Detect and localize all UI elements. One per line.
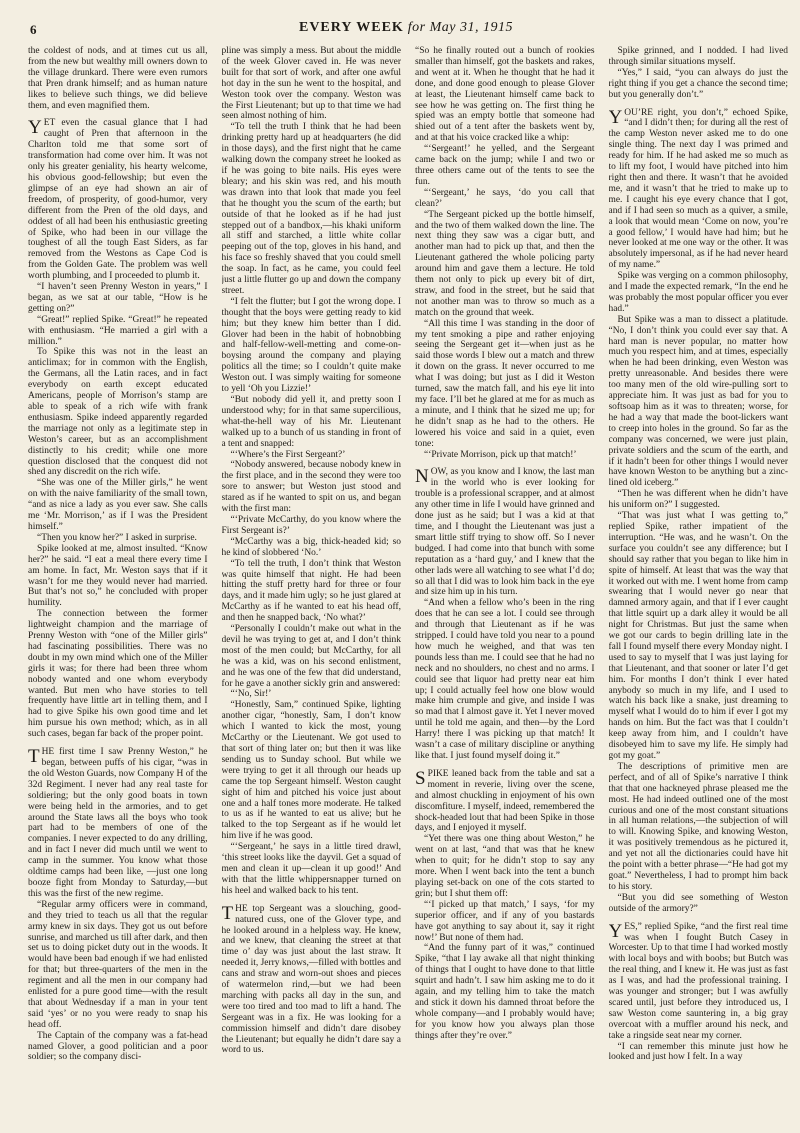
paragraph: “But you did see something of Weston outside of the armory?” [608,892,788,914]
paragraph: Spike looked at me, almost insulted. “Know her?” he said. “I eat a meal there every time I am home. In fact, Mr. Weston says that if it wasn’t for me they would never had married. But that’s not so,” he concluded with proper humility. [28,543,208,609]
column-3 [415,46,595,1126]
paragraph: “‘Sergeant!’ he yelled, and the Sergeant came back on the jump; while I and two or three others came out of the tents to see the fun. [415,144,595,187]
paragraph: To Spike this was not in the least an anticlimax; for in common with the English, the Germans, all the Latin races, and in fact everybody on earth except educated Americans, people of Morrison’s stamp are able to speak of a rich wife with frank enthusiasm. Spike indeed apparently regarded the marriage not only as a legitimate step in Weston’s career, but as an accomplishment distinctly to his credit; while one more question disclosed that the conquest did not shed any discredit on the rich wife. [28,347,208,478]
paragraph: “Honestly, Sam,” continued Spike, lighting another cigar, “honestly, Sam, I don’t know which I wanted to kick the most, young McCarthy or the Lieutenant. We got used to that sort of thing later on; but then it was like sending us to Sunday school. But while we were trying to get it all through our heads up came the top Sergeant himself. Weston caught sight of him and pitched his voice just about one and a half tones more moderate. He talked to us as if he wanted to eat us alive; but he talked to the top Sergeant as if he would let him live if he was good. [221,700,401,842]
publication-title: EVERY WEEK [298,20,404,35]
section-lead-paragraph: NOW, as you know and I know, the last man in the world who is ever looking for trouble is a professional scrapper, and at almost any other time in life I would have grinned and done just as he said; but I was a kid at that time, and I thought the Lieutenant was just a smart little stiff trying to show off. So I never budged. I had come into that bunch with some reputation as a ‘hard guy,’ and I knew that the other lads were all watching to see what I’d do; so all that I did was to look him back in the eye and size him up in his turn. [415,466,595,598]
section-lead-paragraph: YES,” replied Spike, “and the first real time was when I fought Butch Casey in Worcester. Up to that time I had worked mostly with local boys and with boobs; but Butch was the real thing, and I knew it. He was just as fast as I was, and had the professional training. I was younger and stronger; but I was awfully scared until, just before they introduced us, I saw Weston come sauntering in, a big gray overcoat with a muffler around his neck, and take a ringside seat near my corner. [608,920,788,1041]
paragraph: “So he finally routed out a bunch of rookies smaller than himself, got the baskets and rakes, and went at it. When he thought that he had it done, and done good enough to please Glover at least, the Lieutenant himself came back to see how he was getting on. The first thing he spied was an empty bottle that someone had shied out of a tent after the baskets went by, and at that his voice cracked like a whip: [415,46,595,144]
column-2 [222,46,402,1126]
paragraph: “To tell the truth, I don’t think that Weston was quite himself that night. He had been hitting the stuff pretty hard for three or four days, and it made him ugly; so he just glared at McCarthy as if he wanted to eat his head off, and then he snapped back, ‘No what?’ [221,558,401,624]
paragraph: Spike grinned, and I nodded. I had lived through similar situations myself. [608,46,788,67]
paragraph: “‘Where’s the First Sergeant?’ [230,449,346,460]
column-4 [609,46,789,1126]
paragraph: “And the funny part of it was,” continued Spike, “that I lay awake all that night thinking of things that I ought to have done to that little squirt and hadn’t. I saw him asking me to do it again, and my telling him to take the match and stick it down his damned throat before the whole company—and I probably would have; for you know how you always plan those things after they’re over.” [415,943,595,1041]
paragraph: “All this time I was standing in the door of my tent smoking a pipe and rather enjoying seeing the Sergeant get it—when just as he said those words I blew out a match and threw it down on the grass. It never occurred to me what I was doing; but just as I did it Weston turned, saw the match fall, and his eye lit into my face. I’ll bet he glared at me for as much as a minute, and I think that he sized me up; for he didn’t snap as he had to the others. He lowered his voice and said in a quiet, even tone: [415,318,595,449]
paragraph: The descriptions of primitive men are perfect, and of all of Spike’s narrative I think that that one hackneyed phrase pleased me the most. He had indeed outlined one of the most curious and one of the most constant situations in all human relations,—the subjection of will to will. Knowing Spike, and knowing Weston, it was positively tremendous as he pictured it, and yet not all the dictionaries could have hit the point with a better phrase—“He had got my goat.” Nevertheless, I had to prompt him back to his story. [608,761,788,892]
section-lead-paragraph: YET even the casual glance that I had caught of Pren that afternoon in the Charlton told me that some sort of transformation had come over him. It was not only his greater geniality, his hearty welcome, his obvious good-fellowship; but even the glimpse of an eye had shown an air of freedom, of prosperity, of good-humor, very different from the Pren of the old days, and oddest of all had been his enthusiastic greeting of Spike, who had been in our village the toughest of all the tough East Siders, as far removed from the Westons as Cape Cod is from the Golden Gate. The problem was well worth plumbing, and I proceeded to plumb it. [28,117,208,282]
paragraph: “That was just what I was getting to,” replied Spike, rather impatient of the interruption. “He was, and he wasn’t. On the surface you couldn’t see any difference; but I should say rather that you began to like him in spite of himself. At least that was the way that it worked out with me. I went home from camp swearing that I would never go near that damned armory again, and that if I ever caught that little squirt up a dark alley it would be all night for Christmas. But just the same when we got our cards to begin drilling late in the fall I found myself there every Monday night. I used to say to myself that I was just laying for that Lieutenant, and that sooner or later I’d get him. For months I don’t think I ever hated anybody so much in my life, and I used to watch his back like a snake, just dreaming to myself what I would do to him if ever I got my hands on him. But the fact was that I couldn’t keep away from him, and I couldn’t have disobeyed him to save my life. He simply had got my goat.” [608,511,788,761]
paragraph: The Captain of the company was a fat-head named Glover, a good politician and a poor soldier; so the company disci- [28,1030,208,1063]
section-lead-paragraph: YOU’RE right, you don’t,” echoed Spike, “and I didn’t then; for during all the rest of the camp Weston never asked me to do one single thing. The next day I was primed and ready for him. If he had asked me so much as to lift my foot, I would have pitched into him right then and there. It wasn’t that he avoided me, and it wasn’t that he tried to make up to me. I caught his eye every chance that I got, and if I had seen so much as a quiver, a smile, a look that would mean ‘Come on now, you’re a good fellow,’ I would have had him; but he never looked at me one way or the other. It was absolutely impersonal, as if he had never heard of my name.” [608,106,788,271]
section-lead-paragraph: SPIKE leaned back from the table and sat a moment in reverie, living over the scene, and almost chuckling in enjoyment of his own discomfiture. I myself, indeed, remembered the shock-headed lout that had been Spike in those days, and I enjoyed it myself. [415,767,595,834]
paragraph: “She was one of the Miller girls,” he went on with the naive familiarity of the small town, “and as nice a lady as you ever saw. She calls me ‘Mr. Morrison,’ as if I was the President himself.” [28,478,208,532]
paragraph: “And when a fellow who’s been in the ring does that he can see a lot. I could see through and through that Lieutenant as if he was stripped. I could have told you near to a pound how much he weighed, and that was ten pounds less than me. I could see that he had no neck and no shoulders, no chest and no arms. I could see that liquor had pretty near eat him up; I could actually feel how one blow would make him crumple and give, and inside I was so mad that I almost gave it. Yet I never moved until he told me again, and then—by the Lord Harry! there I was picking up that match! It wasn’t a case of military discipline or anything like that. I just found myself doing it.” [415,598,595,761]
section-lead-paragraph: THE top Sergeant was a slouching, good-natured cuss, one of the Glover type, and he looked around in a helpless way. He knew, and we knew, that cleaning the street at that time o’ day was just about the last straw. It needed it, Jerry knows,—filled with bottles and cans and straw and worn-out shoes and pieces of watermelon rind,—but we had been marching with packs all day in the sun, and were too tired and too mad to lift a hand. The Sergeant was in a fix. He was looking for a commission himself and didn’t dare disobey the Lieutenant; but equally he didn’t dare say a word to us. [221,902,401,1056]
paragraph: “‘No, Sir!’ [230,689,272,700]
paragraph: But Spike was a man to dissect a platitude. “No, I don’t think you could ever say that. A hard man is never popular, no matter how much you respect him, and at times, especially when he had been drinking, even Weston was pretty unreasonable. And besides there were too many men of the old wire-pulling sort to appreciate him. It was just as bad for you to softsoap him as it was to threaten; worse, for he had a way that made the boot-lickers want to creep into holes in the ground. So far as the company was concerned, we were just plain, private soldiers and the scum of the earth, and if it hadn’t been for other things I would never have known Weston to be anything but a zinc-lined old iceberg.” [608,314,788,489]
issue-date: for May 31, 1915 [407,20,514,35]
paragraph: “‘Sergeant,’ he says, ‘do you call that clean?’ [415,187,595,209]
paragraph: “‘Private Morrison, pick up that match!’ [424,449,577,460]
paragraph: “McCarthy was a big, thick-headed kid; so he kind of slobbered ‘No.’ [221,536,401,558]
paragraph: “‘Private McCarthy, do you know where the First Sergeant is?’ [221,514,401,536]
paragraph: The connection between the former lightweight champion and the marriage of Prenny Weston with “one of the Miller girls” had fascinating possibilities. There was no doubt in my own mind which one of the Miller girls it was; for there had been three whom nobody wanted and one whom everybody wanted. But men who have stories to tell frequently have little art in telling them, and I had to give Spike his own good time and let him pursue his own method; which, as in all such cases, began far back of the proper point. [28,609,208,740]
page-number: 6 [30,22,37,37]
paragraph: the coldest of nods, and at times cut us all, from the new but wealthy mill owners down to the village drunkard. There were even rumors that Pren drank himself; and as human nature likes to believe such things, we did believe them, and even magnified them. [28,46,208,111]
paragraph: “Personally I couldn’t make out what in the devil he was trying to get at, and I don’t think most of the men could; but McCarthy, for all he was a kid, was on his second enlistment, and he was one of the few that did understand, for he gave a another sickly grin and answered: [221,624,401,689]
paragraph: “‘Sergeant,’ he says in a little tired drawl, ‘this street looks like the dayvil. Get a squad of men and clean it up—clean it up good!’ And with that the little whippersnapper turned on his heel and walked back to his tent. [221,842,401,896]
section-lead-paragraph: THE first time I saw Prenny Weston,” he began, between puffs of his cigar, “was in the old Weston Guards, now Company H of the 32d Regiment. I never had any real taste for soldiering; but the only good boats in town were being held in the armories, and to get around the State laws all the boys who took part had to be members of one of the companies. I never expected to do any drilling, and in fact I never did much until we went to camp in the summer. You know what those oldtime camps had been like, —just one long booze fight from Monday to Saturday,—but this was the first of the new regime. [28,746,208,899]
paragraph: “But nobody did yell it, and pretty soon I understood why; for in that same supercilious, what-the-hell way of his Mr. Lieutenant walked up to a bunch of us standing in front of a tent and snapped: [221,395,401,449]
paragraph: “Then he was different when he didn’t have his uniform on?” I suggested. [608,489,788,511]
paragraph: “I can remember this minute just how he looked and just how I felt. In a way [608,1041,788,1063]
paragraph: “To tell the truth I think that he had been drinking pretty hard up at headquarters (he did in those days), and the first night that he came walking down the company street he looked as if he was going to bite nails. His eyes were bleary; and his skin was red, and his mouth was drawn into that look that made you feel that he thought you the scum of the earth; but outside of that he looked as if he had just stepped out of a bandbox,—his khaki uniform all stiff and starched, a little white collar peeping out of the top, gloves in his hand, and his face so freshly shaved that you could smell the soap. In fact, as he came, you could feel just a little flutter go up and down the company street. [221,122,401,296]
masthead [30,20,782,36]
paragraph: “Great!” replied Spike. “Great!” he repeated with enthusiasm. “He married a girl with a million.” [28,314,208,347]
paragraph: “‘I picked up that match,’ I says, ‘for my superior officer, and if any of you bastards have got anything to say about it, say it right now!’ But none of them had. [415,899,595,943]
column-1 [28,46,208,1126]
paragraph: pline was simply a mess. But about the middle of the week Glover caved in. He was never built for that sort of work, and after one awful hot day in the sun he went to the hospital, and Weston took over the company. Weston was the First Lieutenant; but up to that time we had seen almost nothing of him. [221,46,401,122]
paragraph: “Then you know her?” I asked in surprise. [37,532,197,543]
article-columns [28,46,788,1126]
paragraph: “Yes,” I said, “you can always do just the right thing if you get a chance the second time; but you generally don’t.” [608,67,788,100]
paragraph: “Yet there was one thing about Weston,” he went on at last, “and that was that he knew when to quit; for he didn’t stop to say any more. When I went back into the tent a bunch playing set-back on one of the cots started to grin; but I shut them off: [415,834,595,899]
running-header [30,18,782,42]
paragraph: Spike was verging on a common philosophy, and I made the expected remark, “In the end he was probably the most popular officer you ever had.” [608,271,788,314]
paragraph: “I haven’t seen Prenny Weston in years,” I began, as we sat at our table, “How is he getting on?” [28,282,208,314]
paragraph: “Regular army officers were in command, and they tried to teach us all that the regular army knew in six days. They got us out before sunrise, and marched us till after dark, and then set us to doing picket duty out in the woods. It would have been bad enough if we had enlisted for that; but three-quarters of the men in the regiment and all the men in our company had enlisted for a pure good time—with the result that about Wednesday if a man in your tent said ‘yes’ or no you were ready to snap his head off. [28,899,208,1030]
paragraph: “I felt the flutter; but I got the wrong dope. I thought that the boys were getting ready to kid him; but they knew him better than I did. Glover had been in the habit of hobnobbing and half-fellow-well-metting and come-on-boysing around the company and playing politics all the time; so I couldn’t quite make Weston out. I was simply waiting for someone to yell ‘Oh you Lizzie!’ [221,296,401,395]
paragraph: “Nobody answered, because nobody knew in the first place, and in the second they were too sore to answer; but Weston just stood and stared as if he wanted to spit on us, and began with the first man: [221,460,401,515]
paragraph: “The Sergeant picked up the bottle himself, and the two of them walked down the line. The next thing they saw was a cigar butt, and another man had to pick up that, and then the Lieutenant gathered the whole policing party around him and gave them a lecture. He told them not only to pick up every bit of dirt, straw, and food in the street, but he said that not another man was to throw so much as a match on the ground that week. [415,209,595,318]
